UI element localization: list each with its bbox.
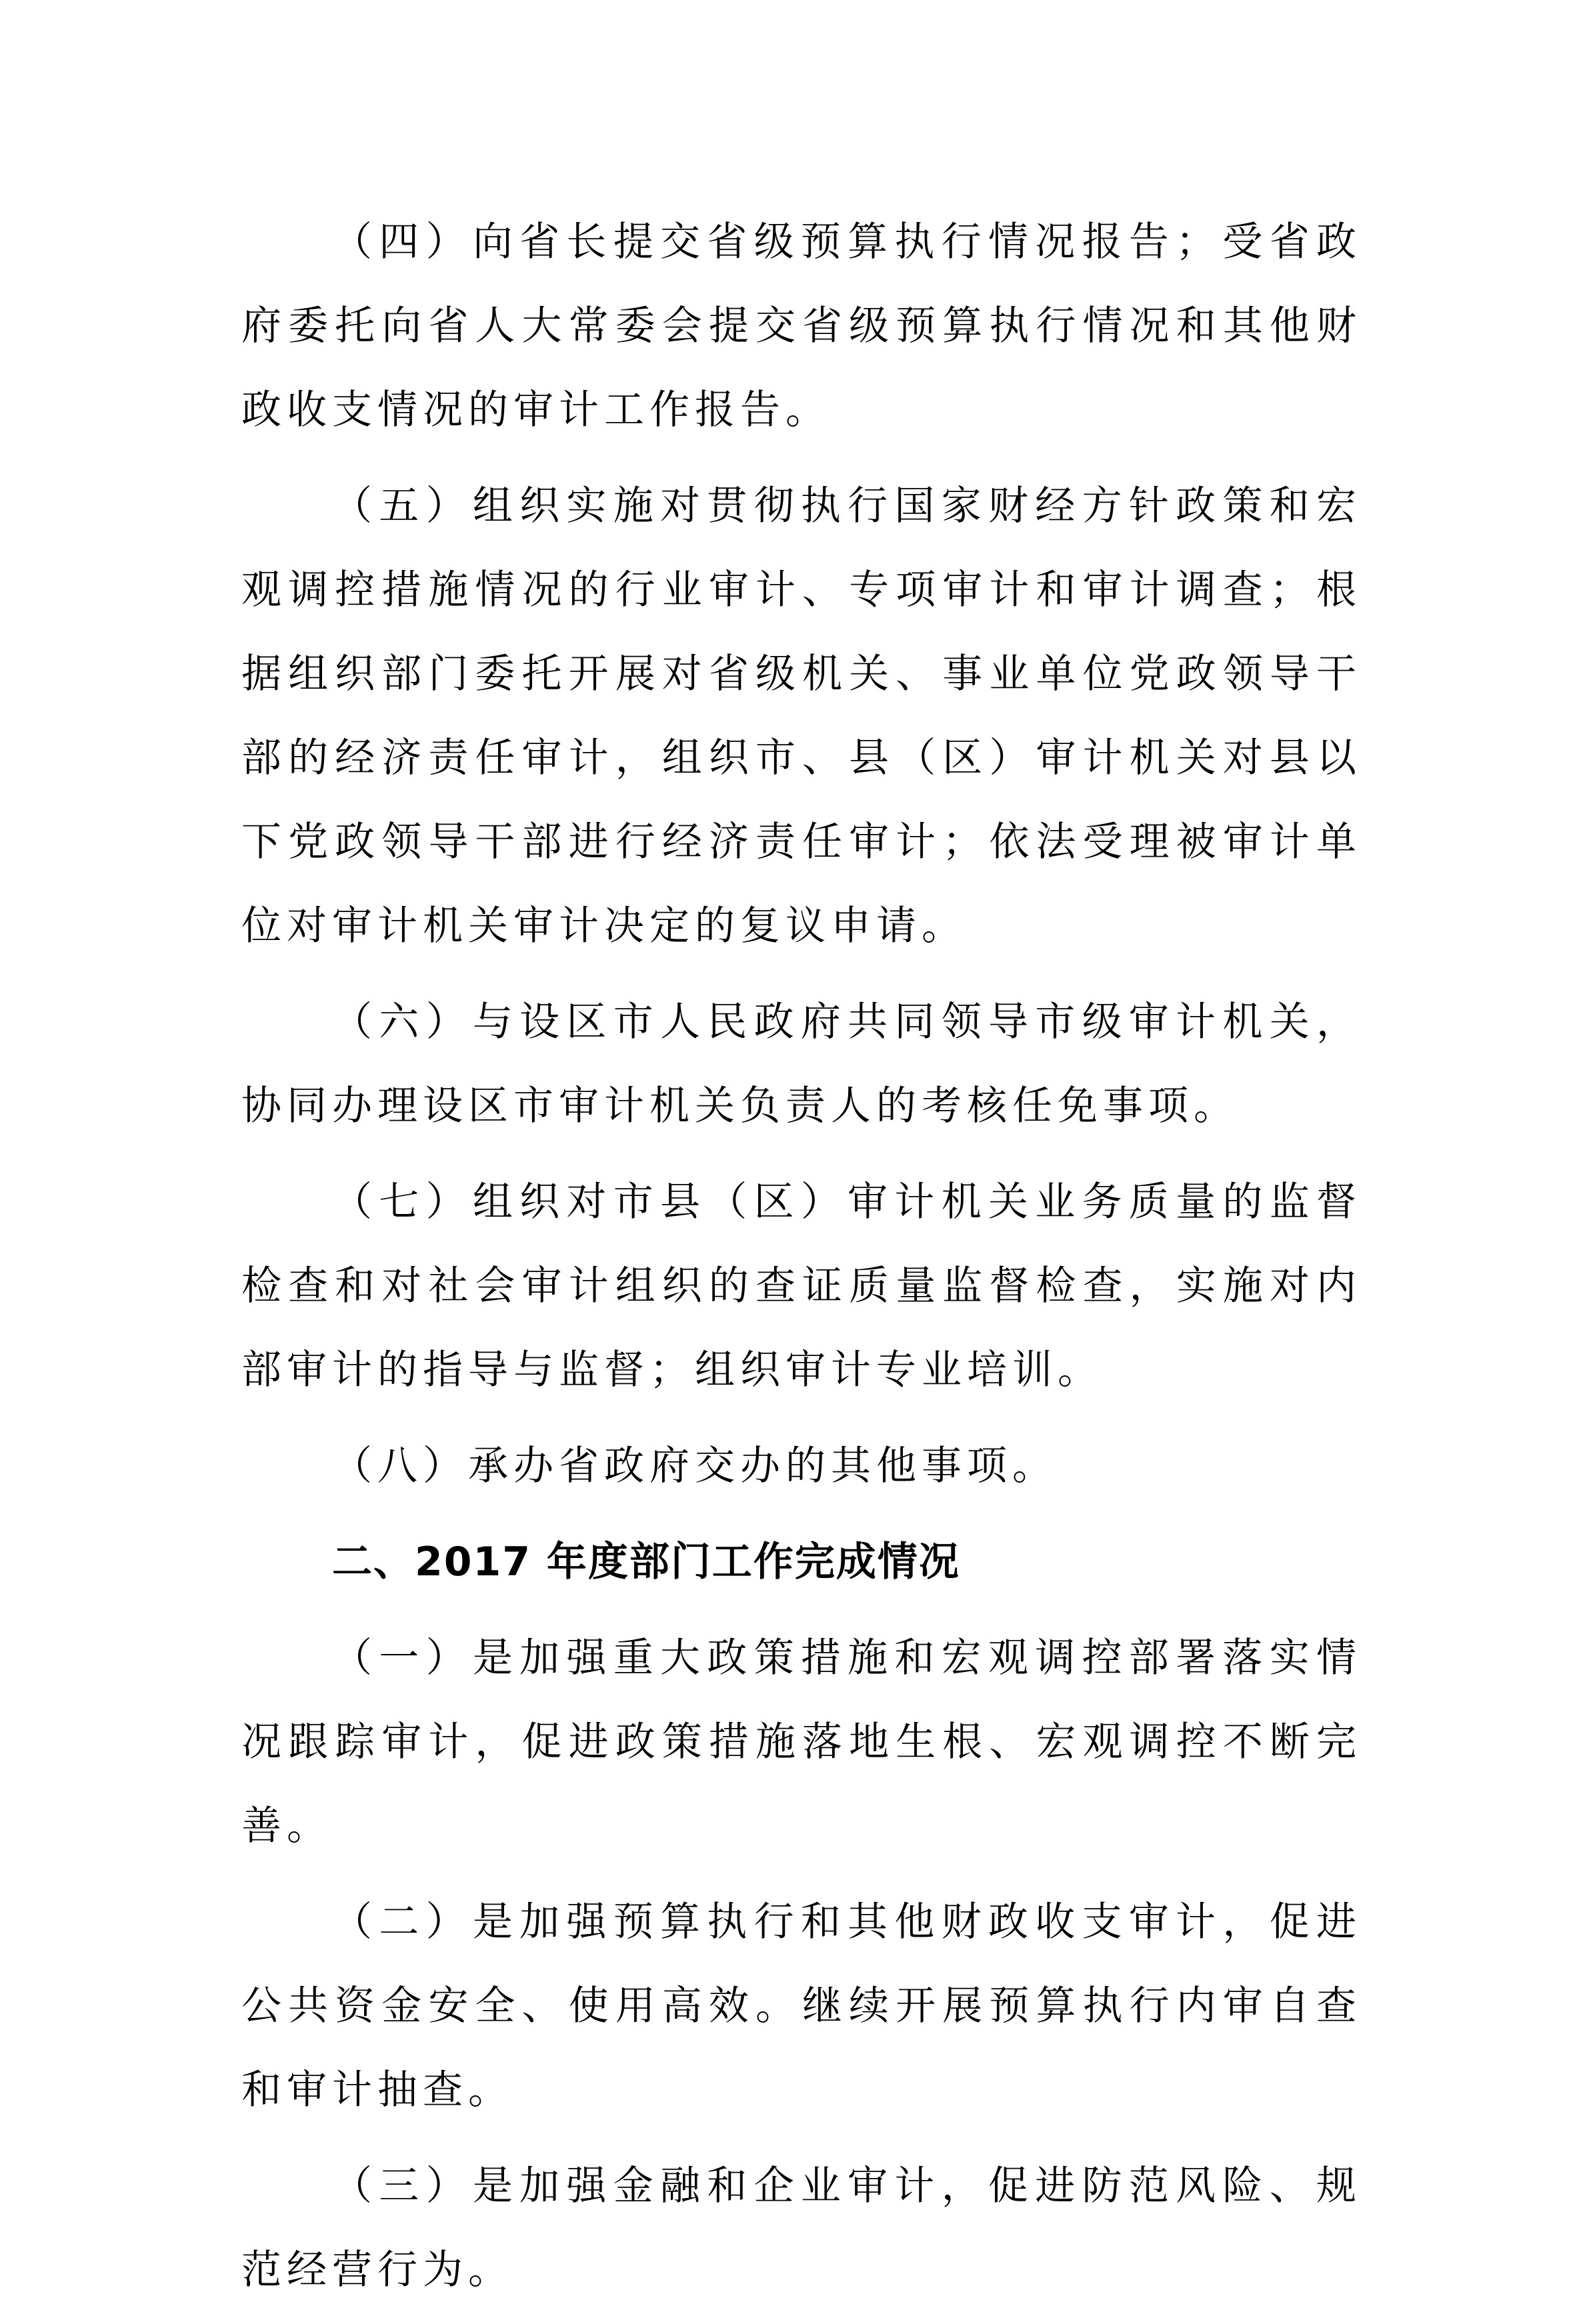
work-item-2: （二）是加强预算执行和其他财政收支审计，促进公共资金安全、使用高效。继续开展预算执行内审自查和审计抽查。 xyxy=(241,1899,1362,2113)
paragraph-item-6: （六）与设区市人民政府共同领导市级审计机关，协同办理设区市审计机关负责人的考核任免事项。 xyxy=(241,999,1362,1129)
paragraph-item-4: （四）向省长提交省级预算执行情况报告；受省政府委托向省人大常委会提交省级预算执行情况和其他财政收支情况的审计工作报告。 xyxy=(241,219,1362,433)
paragraph-item-5: （五）组织实施对贯彻执行国家财经方针政策和宏观调控措施情况的行业审计、专项审计和审计调查；根据组织部门委托开展对省级机关、事业单位党政领导干部的经济责任审计，组织市、县（区）审计机关对县以下党政领导干部进行经济责任审计；依法受理被审计单位对审计机关审计决定的复议申请。 xyxy=(241,483,1362,949)
document-body xyxy=(241,200,1362,2324)
work-item-1: （一）是加强重大政策措施和宏观调控部署落实情况跟踪审计，促进政策措施落地生根、宏观调控不断完善。 xyxy=(241,1635,1362,1849)
work-item-3: （三）是加强金融和企业审计，促进防范风险、规范经营行为。 xyxy=(241,2163,1362,2293)
paragraph-item-8: （八）承办省政府交办的其他事项。 xyxy=(332,1443,1058,1489)
paragraph-item-7: （七）组织对市县（区）审计机关业务质量的监督检查和对社会审计组织的查证质量监督检查，实施对内部审计的指导与监督；组织审计专业培训。 xyxy=(241,1179,1362,1393)
section-heading: 二、2017 年度部门工作完成情况 xyxy=(332,1539,960,1585)
